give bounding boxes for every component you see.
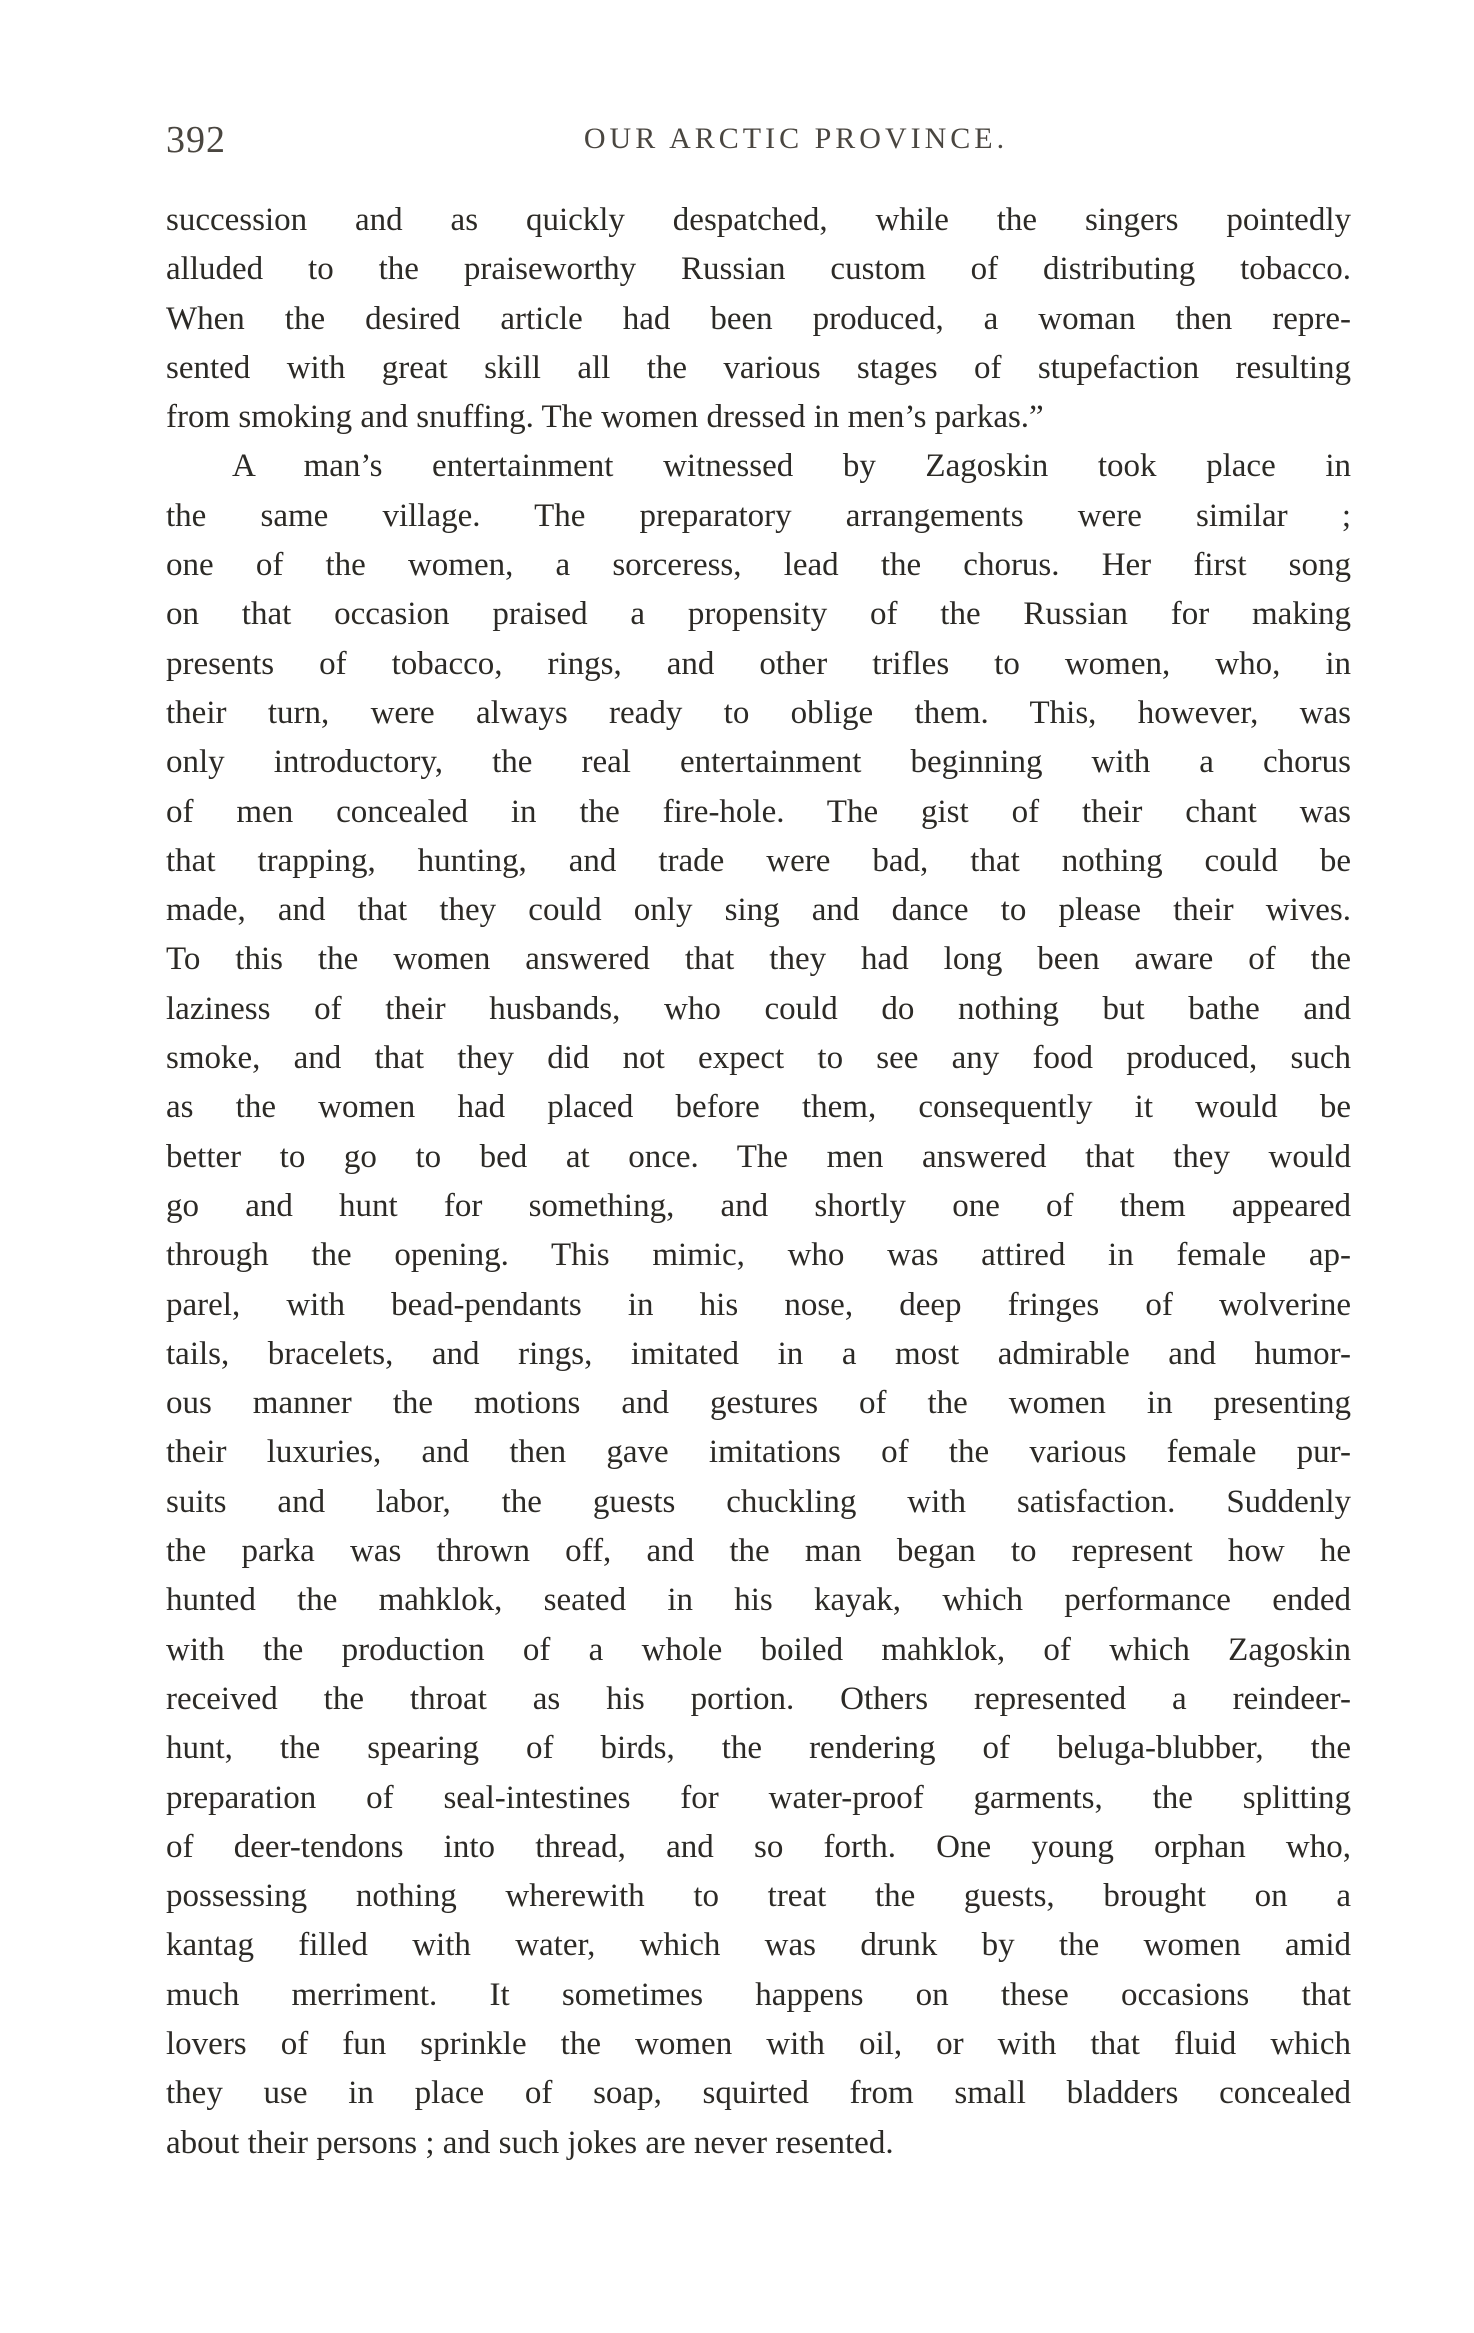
running-head <box>166 118 1386 168</box>
text-line: much merriment. It sometimes happens on these occasions that <box>166 1976 1351 2013</box>
text-line: go and hunt for something, and shortly one of them appeared <box>166 1187 1351 1224</box>
text-line: their turn, were always ready to oblige them. This, however, was <box>166 694 1351 731</box>
text-line: the same village. The preparatory arrangements were similar ; <box>166 497 1351 534</box>
text-line: the parka was thrown off, and the man began to represent how he <box>166 1533 1351 1570</box>
text-line: When the desired article had been produced, a woman then repre- <box>166 300 1351 337</box>
body-text <box>166 196 1351 2168</box>
text-line: they use in place of soap, squirted from small bladders concealed <box>166 2075 1351 2112</box>
text-line: better to go to bed at once. The men answered that they would <box>166 1138 1351 1175</box>
text-line: hunt, the spearing of birds, the rendering of beluga-blubber, the <box>166 1730 1351 1767</box>
text-line: on that occasion praised a propensity of the Russian for making <box>166 596 1351 633</box>
text-line: smoke, and that they did not expect to see any food produced, such <box>166 1040 1351 1077</box>
text-line: preparation of seal-intestines for water-proof garments, the splitting <box>166 1779 1351 1816</box>
page-number: 392 <box>166 119 226 161</box>
text-line: succession and as quickly despatched, while the singers pointedly <box>166 202 1351 238</box>
text-line: possessing nothing wherewith to treat the guests, brought on a <box>166 1878 1351 1915</box>
text-line: suits and labor, the guests chuckling with satisfaction. Suddenly <box>166 1483 1351 1520</box>
text-line: through the opening. This mimic, who was attired in female ap- <box>166 1237 1351 1274</box>
text-line: one of the women, a sorceress, lead the chorus. Her first song <box>166 547 1351 584</box>
text-line: kantag filled with water, which was drunk by the women amid <box>166 1927 1351 1964</box>
text-line: from smoking and snuffing. The women dressed in men’s parkas.” <box>166 399 1044 436</box>
text-line: laziness of their husbands, who could do nothing but bathe and <box>166 990 1351 1027</box>
text-line: A man’s entertainment witnessed by Zagoskin took place in <box>232 448 1351 485</box>
text-line: their luxuries, and then gave imitations of the various female pur- <box>166 1434 1351 1471</box>
text-line: about their persons ; and such jokes are never resented. <box>166 2124 894 2161</box>
text-line: received the throat as his portion. Others represented a reindeer- <box>166 1680 1351 1717</box>
text-line: sented with great skill all the various stages of stupefaction resulting <box>166 349 1351 386</box>
text-line: hunted the mahklok, seated in his kayak, which performance ended <box>166 1582 1351 1619</box>
text-line: ous manner the motions and gestures of the women in presenting <box>166 1385 1351 1422</box>
text-line: with the production of a whole boiled mahklok, of which Zagoskin <box>166 1631 1351 1668</box>
text-line: alluded to the praiseworthy Russian custom of distributing tobacco. <box>166 251 1351 288</box>
text-line: that trapping, hunting, and trade were bad, that nothing could be <box>166 842 1351 879</box>
text-line: lovers of fun sprinkle the women with oil, or with that fluid which <box>166 2025 1351 2062</box>
text-line: parel, with bead-pendants in his nose, deep fringes of wolverine <box>166 1286 1351 1323</box>
text-line: made, and that they could only sing and dance to please their wives. <box>166 892 1351 929</box>
text-line: To this the women answered that they had long been aware of the <box>166 941 1351 978</box>
text-line: only introductory, the real entertainment beginning with a chorus <box>166 744 1351 781</box>
text-line: of men concealed in the fire-hole. The gist of their chant was <box>166 793 1351 830</box>
text-line: tails, bracelets, and rings, imitated in a most admirable and humor- <box>166 1335 1351 1372</box>
text-line: of deer-tendons into thread, and so forth. One young orphan who, <box>166 1828 1351 1865</box>
running-title: OUR ARCTIC PROVINCE. <box>583 122 1009 155</box>
text-line: as the women had placed before them, consequently it would be <box>166 1089 1351 1126</box>
text-line: presents of tobacco, rings, and other trifles to women, who, in <box>166 645 1351 682</box>
